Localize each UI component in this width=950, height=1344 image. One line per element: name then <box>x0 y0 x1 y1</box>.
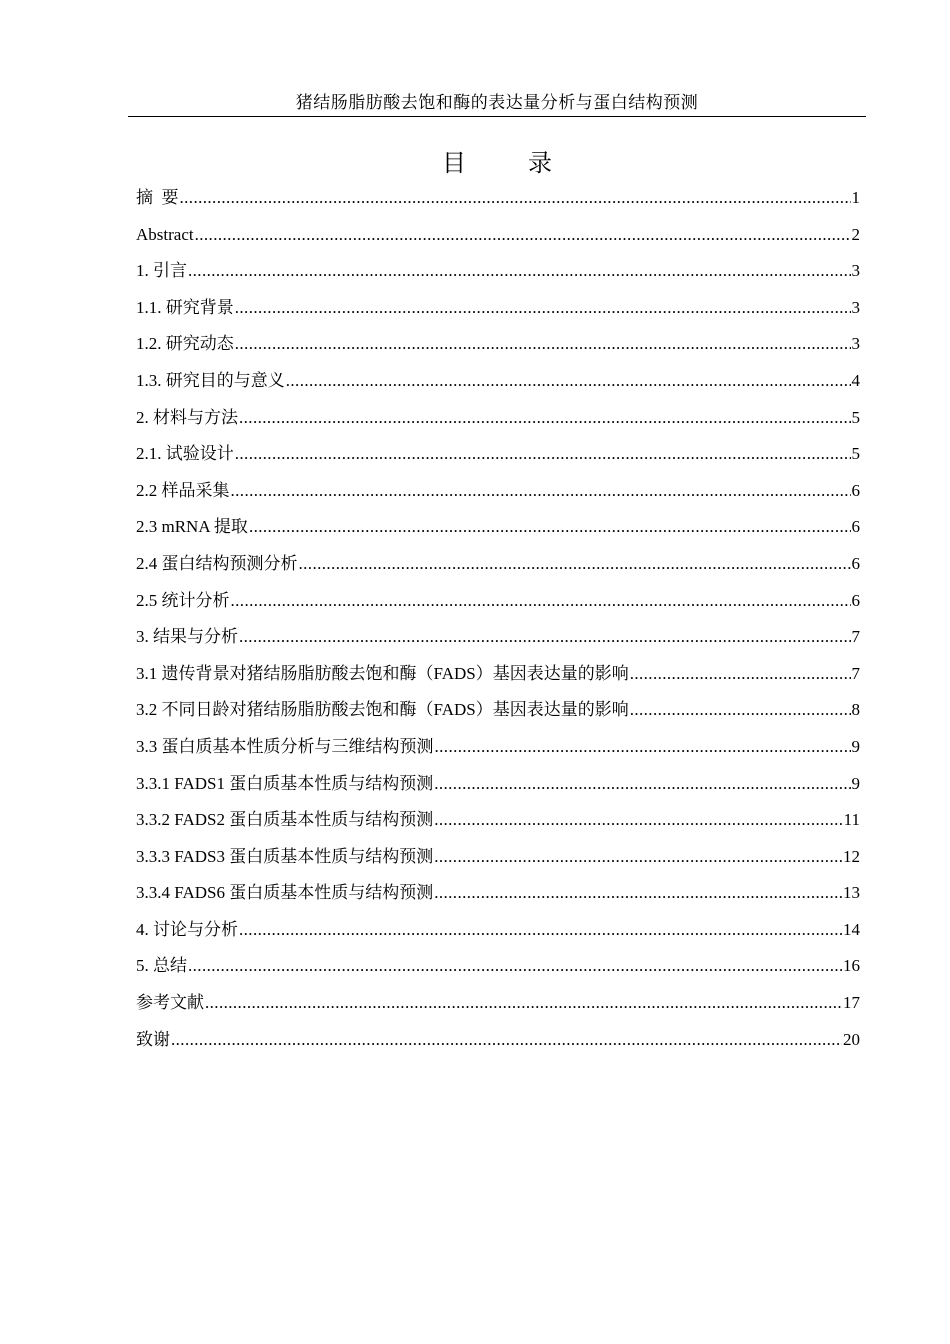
toc-leader-dots <box>205 988 842 1018</box>
toc-entry[interactable] <box>136 220 860 257</box>
toc-entry[interactable] <box>136 659 860 696</box>
toc-entry-label: 3.3.4 FADS6 蛋白质基本性质与结构预测 <box>136 883 434 903</box>
toc-entry[interactable] <box>136 183 860 220</box>
toc-title-char-2: 录 <box>528 149 552 177</box>
toc-entry[interactable] <box>136 1025 860 1062</box>
toc-entry-page: 13 <box>843 883 860 903</box>
toc-leader-dots <box>299 549 851 579</box>
toc-entry-label: 4. 讨论与分析 <box>136 919 238 939</box>
toc-entry-label: 1.3. 研究目的与意义 <box>136 370 285 390</box>
toc-entry-label: 3.3.1 FADS1 蛋白质基本性质与结构预测 <box>136 773 434 793</box>
toc-entry-page: 12 <box>843 846 860 866</box>
header-rule <box>128 116 866 117</box>
toc-entry-label: 2.5 统计分析 <box>136 590 230 610</box>
toc-entry[interactable] <box>136 805 860 842</box>
toc-leader-dots <box>434 805 842 835</box>
toc-entry-page: 7 <box>851 627 860 647</box>
toc-leader-dots <box>188 951 842 981</box>
running-header: 猪结肠脂肪酸去饱和酶的表达量分析与蛋白结构预测 <box>295 93 699 112</box>
toc-entry-label: 参考文献 <box>136 993 204 1013</box>
toc-entry-page: 4 <box>851 370 860 390</box>
toc-entry[interactable] <box>136 549 860 586</box>
toc-entry-label: 1. 引言 <box>136 261 187 281</box>
toc-entry[interactable] <box>136 476 860 513</box>
toc-entry-page: 5 <box>851 444 860 464</box>
toc-entry[interactable] <box>136 769 860 806</box>
toc-entry-page: 2 <box>851 224 860 244</box>
toc-entry-label: 2.4 蛋白结构预测分析 <box>136 553 298 573</box>
toc-leader-dots <box>434 769 850 799</box>
toc-entry-page: 8 <box>851 700 860 720</box>
toc-leader-dots <box>235 439 851 469</box>
toc-entry-label: 3.3.2 FADS2 蛋白质基本性质与结构预测 <box>136 810 434 830</box>
toc-entry-page: 16 <box>843 956 860 976</box>
toc-entry[interactable] <box>136 732 860 769</box>
toc-leader-dots <box>249 512 851 542</box>
toc-entry-page: 3 <box>851 334 860 354</box>
toc-entry-label: 2. 材料与方法 <box>136 407 238 427</box>
toc-entry-page: 20 <box>843 1029 860 1049</box>
toc-entry-label: 3.3.3 FADS3 蛋白质基本性质与结构预测 <box>136 846 434 866</box>
toc-leader-dots <box>435 732 851 762</box>
toc-entry-page: 3 <box>851 297 860 317</box>
toc-entry[interactable] <box>136 512 860 549</box>
toc-entry-label: Abstract <box>136 224 194 244</box>
toc-entry[interactable] <box>136 293 860 330</box>
toc-entry-page: 6 <box>851 480 860 500</box>
toc-title <box>128 146 866 180</box>
toc-entry-page: 1 <box>851 188 860 207</box>
toc-entry[interactable] <box>136 951 860 988</box>
toc-leader-dots <box>180 183 851 213</box>
toc-entry-page: 14 <box>843 919 860 939</box>
toc-entry-label: 2.1. 试验设计 <box>136 444 234 464</box>
toc-leader-dots <box>235 329 851 359</box>
toc-leader-dots <box>171 1025 842 1055</box>
toc-entry-page: 11 <box>843 810 860 830</box>
toc-entry-page: 6 <box>851 590 860 610</box>
toc-leader-dots <box>286 366 851 396</box>
toc-leader-dots <box>630 659 851 689</box>
toc-entry[interactable] <box>136 622 860 659</box>
toc-entry-page: 5 <box>851 407 860 427</box>
toc-leader-dots <box>630 695 851 725</box>
toc-entry-page: 7 <box>851 663 860 683</box>
toc-entry[interactable] <box>136 439 860 476</box>
toc-entry-label: 5. 总结 <box>136 956 187 976</box>
toc-leader-dots <box>195 220 851 250</box>
toc-entry-label: 2.2 样品采集 <box>136 480 230 500</box>
toc-leader-dots <box>239 403 851 433</box>
toc-entry-page: 3 <box>851 261 860 281</box>
toc-entry-label: 3. 结果与分析 <box>136 627 238 647</box>
toc-entry[interactable] <box>136 366 860 403</box>
toc-leader-dots <box>235 293 851 323</box>
toc-entry[interactable] <box>136 842 860 879</box>
toc-leader-dots <box>434 842 842 872</box>
toc-leader-dots <box>239 915 842 945</box>
toc-leader-dots <box>188 256 851 286</box>
toc-entry[interactable] <box>136 403 860 440</box>
toc-title-char-1: 目 <box>442 149 466 177</box>
toc-entry-label: 3.1 遗传背景对猪结肠脂肪酸去饱和酶（FADS）基因表达量的影响 <box>136 663 629 683</box>
toc-entry-label: 3.2 不同日龄对猪结肠脂肪酸去饱和酶（FADS）基因表达量的影响 <box>136 700 629 720</box>
toc-entry-page: 17 <box>843 993 860 1013</box>
toc-leader-dots <box>239 622 851 652</box>
toc-leader-dots <box>434 878 842 908</box>
toc-entry-label: 3.3 蛋白质基本性质分析与三维结构预测 <box>136 736 434 756</box>
toc-entry-label: 摘 要 <box>136 188 179 207</box>
toc-entry[interactable] <box>136 878 860 915</box>
toc-entry[interactable] <box>136 915 860 952</box>
toc-leader-dots <box>231 476 851 506</box>
table-of-contents <box>136 183 860 1061</box>
toc-entry-page: 6 <box>851 517 860 537</box>
toc-entry-label: 2.3 mRNA 提取 <box>136 517 248 537</box>
toc-entry-page: 9 <box>851 773 860 793</box>
toc-entry-page: 6 <box>851 553 860 573</box>
toc-entry[interactable] <box>136 586 860 623</box>
toc-entry-label: 1.1. 研究背景 <box>136 297 234 317</box>
toc-entry[interactable] <box>136 695 860 732</box>
toc-entry-label: 致谢 <box>136 1029 170 1049</box>
toc-entry-label: 1.2. 研究动态 <box>136 334 234 354</box>
toc-entry[interactable] <box>136 256 860 293</box>
toc-entry-page: 9 <box>851 736 860 756</box>
toc-entry[interactable] <box>136 329 860 366</box>
toc-entry[interactable] <box>136 988 860 1025</box>
toc-leader-dots <box>231 586 851 616</box>
